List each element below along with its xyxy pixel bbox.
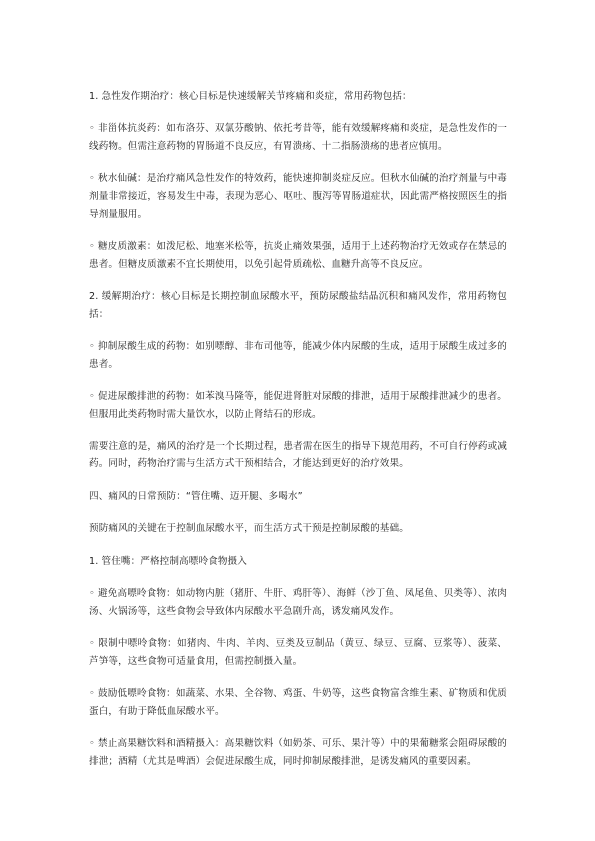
- list-item-low-purine-foods: ◦ 鼓励低嘌呤食物：如蔬菜、水果、全谷物、鸡蛋、牛奶等，这些食物富含维生素、矿物质和优质蛋白，有助于降低血尿酸水平。: [89, 688, 507, 717]
- list-item-colchicine: ◦ 秋水仙碱：是治疗痛风急性发作的特效药，能快速抑制炎症反应。但秋水仙碱的治疗剂量与中毒剂量非常接近，容易发生中毒，表现为恶心、呕吐、腹泻等胃肠道症状，因此需严格按照医生的指导剂量服用。: [89, 173, 507, 220]
- list-item-avoid-high-purine: ◦ 避免高嘌呤食物：如动物内脏（猪肝、牛肝、鸡肝等）、海鲜（沙丁鱼、凤尾鱼、贝类等）、浓肉汤、火锅汤等，这些食物会导致体内尿酸水平急剧升高，诱发痛风发作。: [89, 588, 507, 617]
- paragraph-treatment-note: 需要注意的是，痛风的治疗是一个长期过程，患者需在医生的指导下规范用药，不可自行停药或减药。同时，药物治疗需与生活方式干预相结合，才能达到更好的治疗效果。: [89, 440, 507, 470]
- list-item-uric-acid-inhibitors: ◦ 抑制尿酸生成的药物：如别嘌醇、非布司他等，能减少体内尿酸的生成，适用于尿酸生成过多的患者。: [89, 340, 507, 370]
- list-item-glucocorticoids: ◦ 糖皮质激素：如泼尼松、地塞米松等，抗炎止痛效果强，适用于上述药物治疗无效或存在禁忌的患者。但糖皮质激素不宜长期使用，以免引起骨质疏松、血糖升高等不良反应。: [89, 240, 507, 270]
- list-item-uric-acid-excretion: ◦ 促进尿酸排泄的药物：如苯溴马隆等，能促进肾脏对尿酸的排泄，适用于尿酸排泄减少的患者。但服用此类药物时需大量饮水，以防止肾结石的形成。: [89, 390, 507, 420]
- document-body: [89, 88, 507, 770]
- list-item-limit-medium-purine: ◦ 限制中嘌呤食物：如猪肉、牛肉、羊肉、豆类及豆制品（黄豆、绿豆、豆腐、豆浆等）、菠菜、芦笋等，这些食物可适量食用，但需控制摄入量。: [89, 638, 507, 667]
- heading-acute-treatment: 1. 急性发作期治疗：核心目标是快速缓解关节疼痛和炎症，常用药物包括：: [89, 91, 412, 102]
- list-item-no-fructose-alcohol: ◦ 禁止高果糖饮料和酒精摄入：高果糖饮料（如奶茶、可乐、果汁等）中的果葡糖浆会阻碍尿酸的排泄；酒精（尤其是啤酒）会促进尿酸生成，同时抑制尿酸排泄，是诱发痛风的重要因素。: [89, 738, 507, 767]
- paragraph-prevention-intro: 预防痛风的关键在于控制血尿酸水平，而生活方式干预是控制尿酸的基础。: [89, 523, 409, 535]
- heading-diet-control: 1. 管住嘴：严格控制高嘌呤食物摄入: [89, 555, 247, 567]
- section-heading-prevention: 四、痛风的日常预防：“管住嘴、迈开腿、多喝水”: [89, 490, 303, 502]
- heading-remission-treatment: 2. 缓解期治疗：核心目标是长期控制血尿酸水平，预防尿酸盐结晶沉积和痛风发作，常用药物包括：: [89, 290, 507, 320]
- list-item-nsaids: ◦ 非甾体抗炎药：如布洛芬、双氯芬酸钠、依托考昔等，能有效缓解疼痛和炎症，是急性发作的一线药物。但需注意药物的胃肠道不良反应，有胃溃疡、十二指肠溃疡的患者应慎用。: [89, 123, 507, 152]
